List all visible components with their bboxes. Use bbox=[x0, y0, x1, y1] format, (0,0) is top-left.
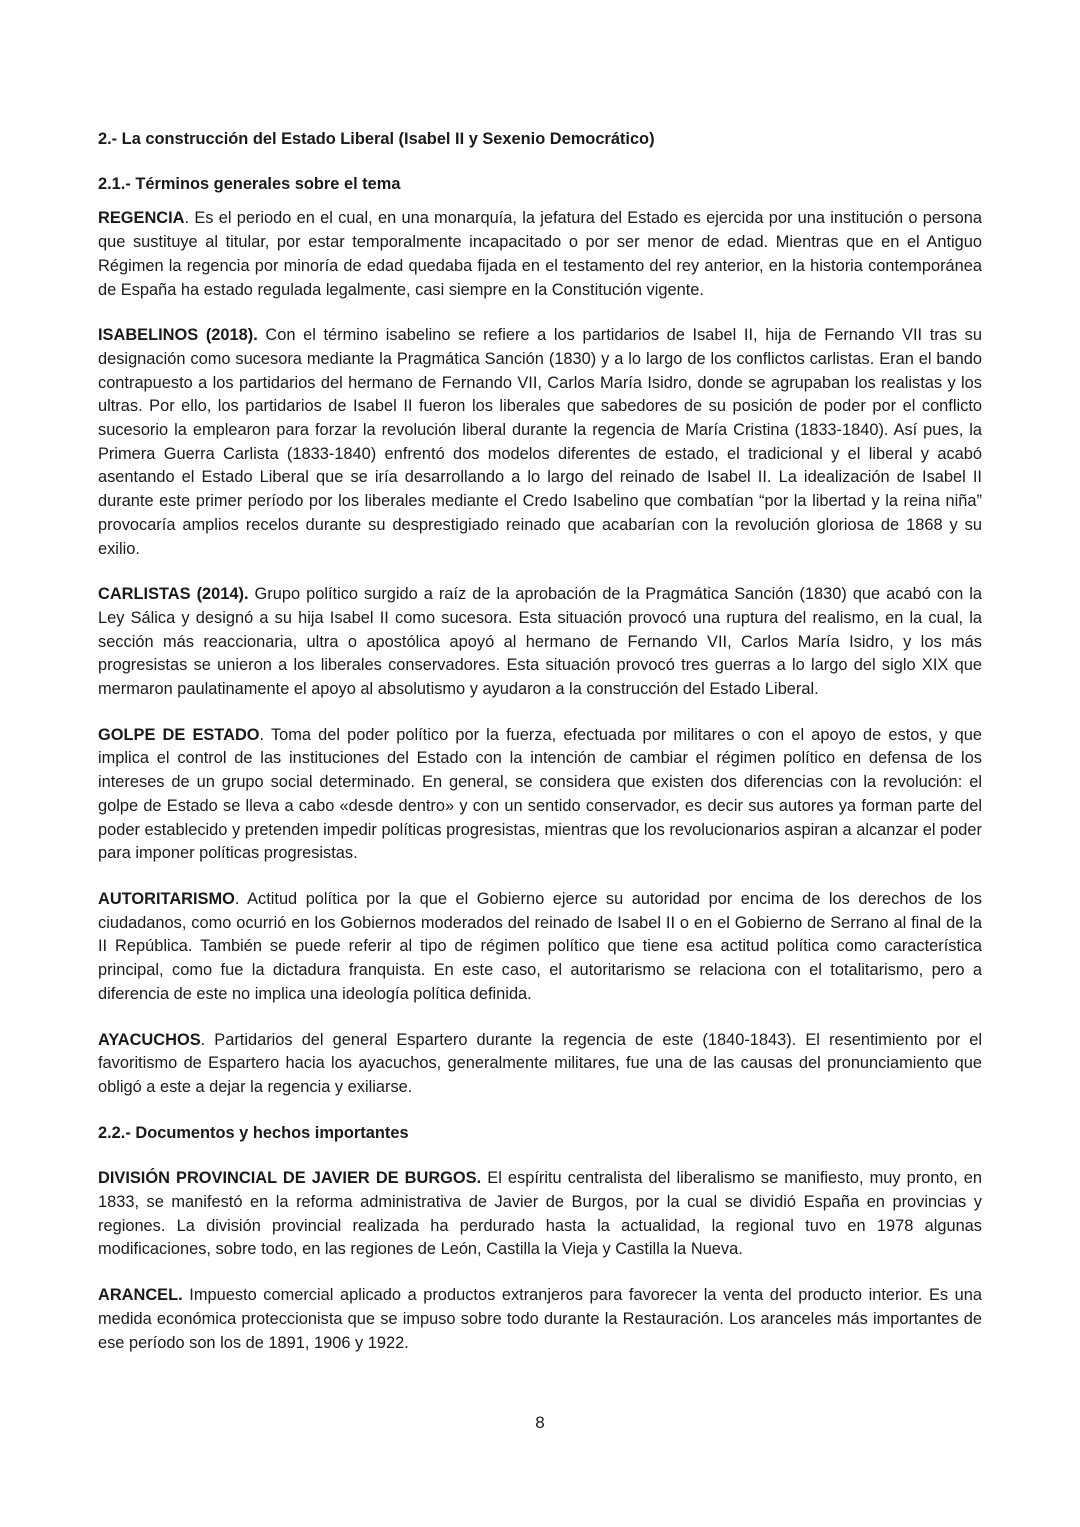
entry-term: REGENCIA bbox=[98, 209, 185, 228]
document-page bbox=[98, 128, 982, 1355]
entry-division-provincial bbox=[98, 1167, 982, 1262]
entry-term: AUTORITARISMO bbox=[98, 889, 235, 908]
entry-term: DIVISIÓN PROVINCIAL DE JAVIER DE BURGOS. bbox=[98, 1169, 482, 1188]
entry-term: GOLPE DE ESTADO bbox=[98, 725, 260, 744]
entry-separator: . bbox=[259, 725, 271, 744]
page-number: 8 bbox=[535, 1413, 545, 1432]
entry-term: CARLISTAS (2014). bbox=[98, 585, 249, 604]
entry-term: AYACUCHOS bbox=[98, 1030, 201, 1049]
entry-carlistas bbox=[98, 583, 982, 702]
section-heading-general-terms: 2.1.- Términos generales sobre el tema bbox=[98, 174, 401, 193]
entry-text: Grupo político surgido a raíz de la aprobación de la Pragmática Sanción (1830) que acabó con la Ley Sálica y designó a su hija Isabel II como sucesora. Esta situación provocó una ruptura del realismo, en la cual, la sección más reaccionaria, ultra o apostólica apoyó al hermano de Fernando VII, Carlos María Isidro, y los más progresistas se unieron a los liberales conservadores. Esta situación provocó tres guerras a lo largo del siglo XIX que mermaron paulatinamente el apoyo al absolutismo y ayudaron a la construcción del Estado Liberal. bbox=[98, 585, 983, 699]
entry-text: Partidarios del general Espartero durante la regencia de este (1840-1843). El resentimiento por el favoritismo de Espartero hacia los ayacuchos, generalmente militares, fue una de las causas del pronunciamiento que obligó a este a dejar la regencia y exiliarse. bbox=[98, 1030, 982, 1096]
entry-text: Con el término isabelino se refiere a los partidarios de Isabel II, hija de Fernando VII tras su designación como sucesora mediante la Pragmática Sanción (1830) y a lo largo de los conflictos carlistas. Eran el bando contrapuesto a los partidarios del hermano de Fernando VII, Carlos María Isidro, donde se agrupaban los realistas y los ultras. Por ello, los partidarios de Isabel II fueron los liberales que sabedores de su posición de poder por el conflicto sucesorio la emplearon para forzar la revolución liberal durante la regencia de María Cristina (1833-1840). Así pues, la Primera Guerra Carlista (1833-1840) enfrentó dos modelos diferentes de estado, el tradicional y el liberal y acabó asentando el Estado Liberal que se iría desarrollando a lo largo del reinado de Isabel II. La idealización de Isabel II durante este primer período por los liberales mediante el Credo Isabelino que combatían “por la libertad y la reina niña” provocaría amplios recelos durante su desprestigiado reinado que acabarían con la revolución gloriosa de 1868 y su exilio. bbox=[98, 326, 982, 558]
entry-regencia bbox=[98, 207, 982, 302]
entry-separator: . bbox=[184, 209, 195, 228]
entry-text: El espíritu centralista del liberalismo se manifiesto, muy pronto, en 1833, se manifestó en la reforma administrativa de Javier de Burgos, por la cual se dividió España en provincias y regiones. La división provincial realizada ha perdurado hasta la actualidad, la regional tuvo en 1978 algunas modificaciones, sobre todo, en las regiones de León, Castilla la Vieja y Castilla la Nueva. bbox=[98, 1169, 983, 1259]
entry-isabelinos bbox=[98, 324, 982, 561]
entry-ayacuchos bbox=[98, 1029, 982, 1100]
entry-text: Actitud política por la que el Gobierno ejerce su autoridad por encima de los derechos de los ciudadanos, como ocurrió en los Gobiernos moderados del reinado de Isabel II o en el Gobierno de Serrano al final de la II República. También se puede referir al tipo de régimen político que tiene esa actitud política como característica principal, como fue la dictadura franquista. En este caso, el autoritarismo se relaciona con el totalitarismo, pero a diferencia de este no implica una ideología política definida. bbox=[98, 889, 982, 1003]
entry-text: Impuesto comercial aplicado a productos extranjeros para favorecer la venta del producto interior. Es una medida económica proteccionista que se impuso sobre todo durante la Restauración. Los aranceles más importantes de ese período son los de 1891, 1906 y 1922. bbox=[98, 1286, 982, 1352]
section-heading-documents: 2.2.- Documentos y hechos importantes bbox=[98, 1123, 409, 1142]
entry-text: Es el periodo en el cual, en una monarquía, la jefatura del Estado es ejercida por una institución o persona que sustituye al titular, por estar temporalmente incapacitado o por ser menor de edad. Mientras que en el Antiguo Régimen la regencia por minoría de edad quedaba fijada en el testamento del rey anterior, en la historia contemporánea de España ha estado regulada legalmente, casi siempre en la Constitución vigente. bbox=[98, 209, 983, 299]
entry-term: ISABELINOS (2018). bbox=[98, 326, 258, 345]
entry-autoritarismo bbox=[98, 888, 982, 1007]
entry-text: Toma del poder político por la fuerza, efectuada por militares o con el apoyo de estos, y que implica el control de las instituciones del Estado con la intención de cambiar el régimen político en defensa de los intereses de un grupo social determinado. En general, se considera que existen dos diferencias con la revolución: el golpe de Estado se lleva a cabo «desde dentro» y con un sentido conservador, es decir sus autores ya forman parte del poder establecido y pretenden impedir políticas progresistas, mientras que los revolucionarios aspiran a alcanzar el poder para imponer políticas progresistas. bbox=[98, 725, 982, 863]
entry-arancel bbox=[98, 1284, 982, 1355]
entry-separator: . bbox=[200, 1030, 215, 1049]
entry-separator: . bbox=[234, 889, 248, 908]
entry-golpe-de-estado bbox=[98, 724, 982, 866]
entry-term: ARANCEL. bbox=[98, 1286, 183, 1305]
document-title: 2.- La construcción del Estado Liberal (Isabel II y Sexenio Democrático) bbox=[98, 130, 655, 148]
